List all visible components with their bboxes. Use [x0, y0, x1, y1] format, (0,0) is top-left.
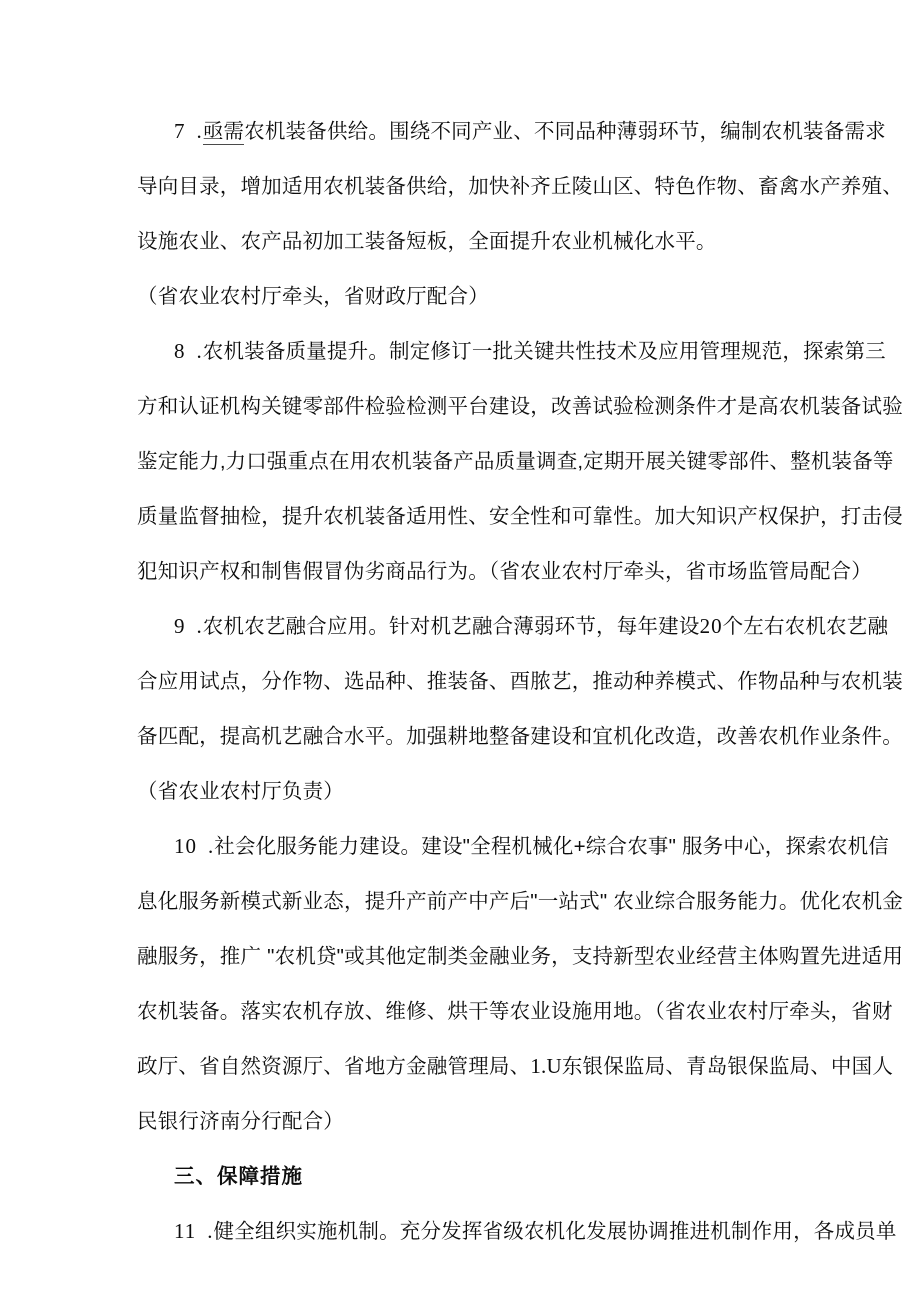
- item-9-line-1-part-a: 农机农艺融合应用。针对机艺融合薄弱环节，每年建设: [202, 615, 700, 638]
- paragraph-item-7-line-1: [137, 104, 886, 159]
- item-10-line-5-part-a: 政厅、省自然资源厅、省地方金融管理局、: [137, 1055, 531, 1078]
- paragraph-item-7-responsibility: （省农业农村厅牵头，省财政厅配合）: [137, 285, 489, 308]
- paragraph-item-7-line-3: 设施农业、农产品初加工装备短板，全面提升农业机械化水平。: [137, 230, 717, 253]
- paragraph-item-9-line-1: [137, 599, 889, 654]
- paragraph-item-10-line-6: 民银行济南分行配合）: [137, 1110, 344, 1133]
- item-separator-10: .: [208, 834, 215, 858]
- paragraph-item-10-line-3: 融服务，推广 "农机贷"或其他定制类金融业务，支持新型农业经营主体购置先进适用: [137, 945, 904, 968]
- item-8-line-3-part-a: 鉴定能力: [137, 450, 220, 473]
- item-number-11: 11: [174, 1219, 197, 1243]
- item-separator-8: .: [196, 339, 203, 363]
- item-10-scan-artifact: 1.U: [530, 1054, 562, 1078]
- item-separator-11: .: [207, 1219, 214, 1243]
- paragraph-item-8-line-3: [137, 434, 894, 489]
- item-9-line-1-part-b: 个左右农机农艺融: [722, 615, 889, 638]
- item-9-inline-number: 20: [699, 614, 723, 638]
- item-11-line-1-text: 健全组织实施机制。充分发挥省级农机化发展协调推进机制作用，各成员单: [213, 1220, 897, 1243]
- item-number-9: 9: [174, 614, 186, 638]
- item-7-line-1-text: 农机装备供给。围绕不同产业、不同品种薄弱环节，编制农机装备需求: [244, 120, 886, 143]
- item-separator-9: .: [196, 614, 203, 638]
- item-separator-7: .: [196, 119, 203, 143]
- item-10-line-1-text: 社会化服务能力建设。建设"全程机械化+综合农事" 服务中心，探索农机信: [214, 835, 889, 858]
- item-8-line-1-text: 农机装备质量提升。制定修订一批关键共性技术及应用管理规范，探索第三: [202, 340, 886, 363]
- paragraph-item-10-line-2: 息化服务新模式新业态，提升产前产中产后"一站式" 农业综合服务能力。优化农机金: [137, 890, 904, 913]
- document-body: [137, 104, 904, 1259]
- item-number-10: 10: [174, 834, 197, 858]
- section-heading-3: 三、保障措施: [174, 1165, 303, 1188]
- paragraph-item-9-line-3: 备匹配，提高机艺融合水平。加强耕地整备建设和宜机化改造，改善农机作业条件。: [137, 725, 903, 748]
- paragraph-item-8-line-2: 方和认证机构关键零部件检验检测平台建设，改善试验检测条件才是高农机装备试验: [137, 395, 903, 418]
- paragraph-item-10-line-5: [137, 1039, 894, 1094]
- item-8-line-3-part-c: 定期开展关键零部件、整机装备等: [583, 450, 894, 473]
- item-number-8: 8: [174, 339, 186, 363]
- paragraph-item-9-line-2: 合应用试点，分作物、选品种、推装备、酉脓艺，推动种养模式、作物品种与农机装: [137, 670, 903, 693]
- item-8-halfwidth-comma-2: ,: [577, 450, 584, 473]
- item-7-lead-word: 亟需: [202, 120, 245, 143]
- paragraph-item-10-line-1: [137, 819, 889, 874]
- item-10-line-5-part-b: 东银保监局、青岛银保监局、中国人: [561, 1055, 894, 1078]
- paragraph-item-9-responsibility: （省农业农村厅负责）: [137, 780, 344, 803]
- paragraph-item-7-line-2: 导向目录，增加适用农机装备供给，加快补齐丘陵山区、特色作物、畜禽水产养殖、: [137, 175, 903, 198]
- item-8-halfwidth-comma-1: ,: [219, 450, 226, 473]
- paragraph-item-8-line-1: [137, 324, 886, 379]
- paragraph-item-8-line-5: 犯知识产权和制售假冒伪劣商品行为。（省农业农村厅牵头，省市场监管局配合）: [137, 560, 872, 583]
- paragraph-item-10-line-4: 农机装备。落实农机存放、维修、烘干等农业设施用地。（省农业农村厅牵头，省财: [137, 1000, 893, 1023]
- item-8-line-3-part-b: 力口强重点在用农机装备产品质量调查: [225, 450, 578, 473]
- item-number-7: 7: [174, 119, 186, 143]
- paragraph-item-11-line-1: [137, 1204, 897, 1259]
- paragraph-item-8-line-4: 质量监督抽检，提升农机装备适用性、安全性和可靠性。加大知识产权保护，打击侵: [137, 505, 903, 528]
